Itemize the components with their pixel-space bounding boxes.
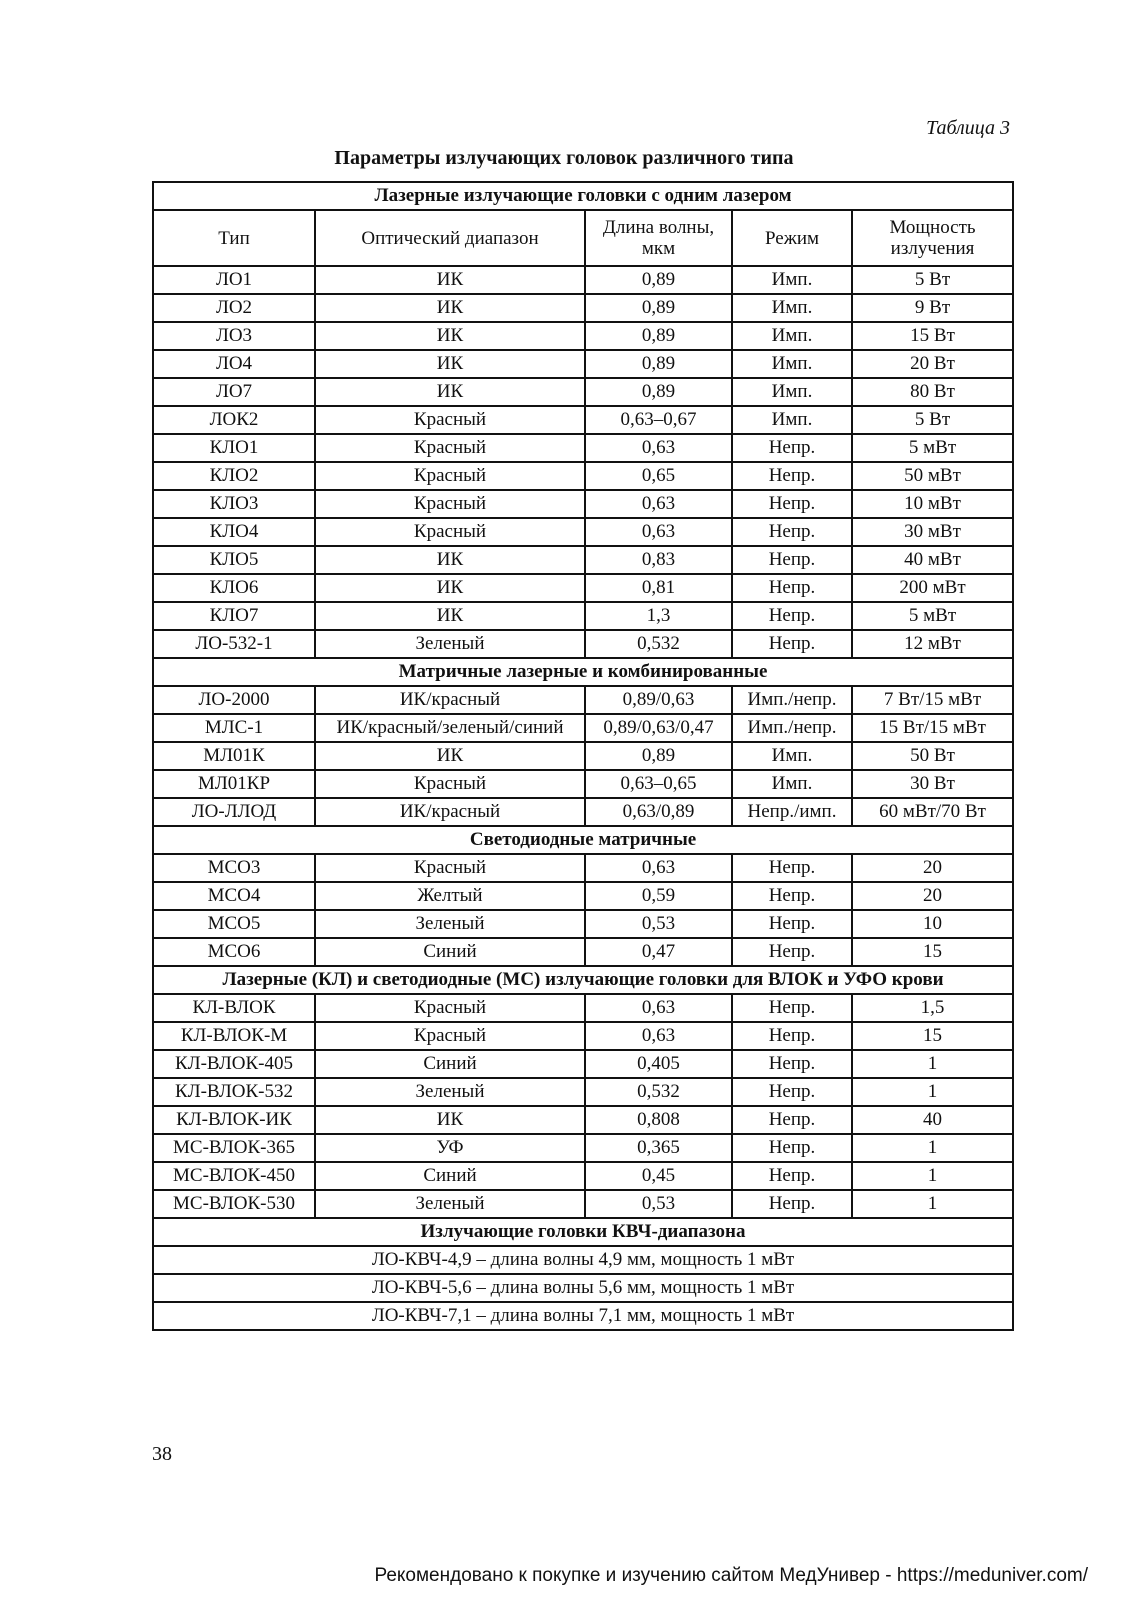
table-cell: 9 Вт (852, 294, 1013, 322)
table-row (153, 490, 1013, 518)
table-cell: 1 (852, 1190, 1013, 1218)
table-cell: ИК (315, 322, 585, 350)
table-cell: ИК (315, 574, 585, 602)
table-cell: ЛО1 (153, 266, 315, 294)
table-cell: 15 (852, 1022, 1013, 1050)
table-cell: Непр. (732, 882, 852, 910)
table-cell: 0,808 (585, 1106, 732, 1134)
table-cell: ЛО-2000 (153, 686, 315, 714)
table-cell: 0,89 (585, 350, 732, 378)
table-cell: КЛ-ВЛОК-ИК (153, 1106, 315, 1134)
table-cell: ИК/красный (315, 798, 585, 826)
table-row (153, 378, 1013, 406)
table-cell: 10 (852, 910, 1013, 938)
table-cell: ИК (315, 546, 585, 574)
table-cell: 0,89/0,63 (585, 686, 732, 714)
table-cell: ЛО-ЛЛОД (153, 798, 315, 826)
table-cell: 0,365 (585, 1134, 732, 1162)
table-cell: Непр. (732, 630, 852, 658)
table-cell: КЛ-ВЛОК-532 (153, 1078, 315, 1106)
table-cell: ЛО-532-1 (153, 630, 315, 658)
table-cell: 15 Вт (852, 322, 1013, 350)
table-cell: Синий (315, 1162, 585, 1190)
table-cell: Имп. (732, 350, 852, 378)
table-cell: Зеленый (315, 1078, 585, 1106)
table-cell: ИК/красный (315, 686, 585, 714)
table-cell: 0,63 (585, 854, 732, 882)
table-row (153, 882, 1013, 910)
column-header: Оптический диапазон (315, 210, 585, 266)
table-cell: Непр. (732, 938, 852, 966)
table-cell: 20 (852, 882, 1013, 910)
section-heading: Матричные лазерные и комбинированные (153, 658, 1013, 686)
table-cell: Непр. (732, 518, 852, 546)
table-cell: ИК (315, 266, 585, 294)
table-cell: МСО5 (153, 910, 315, 938)
table-cell: МЛ01К (153, 742, 315, 770)
column-header-row (153, 210, 1013, 266)
table-cell: Имп. (732, 266, 852, 294)
table-row (153, 854, 1013, 882)
table-row (153, 294, 1013, 322)
table-cell: ЛО7 (153, 378, 315, 406)
section-heading: Лазерные (КЛ) и светодиодные (МС) излучающие головки для ВЛОК и УФО крови (153, 966, 1013, 994)
table-cell: 60 мВт/70 Вт (852, 798, 1013, 826)
table-cell: Красный (315, 1022, 585, 1050)
table-cell: Имп. (732, 378, 852, 406)
table-row (153, 910, 1013, 938)
note-cell: ЛО-КВЧ-5,6 – длина волны 5,6 мм, мощность 1 мВт (153, 1274, 1013, 1302)
table-cell: КЛО1 (153, 434, 315, 462)
table-cell: МЛ01КР (153, 770, 315, 798)
table-cell: 50 мВт (852, 462, 1013, 490)
section-heading-row (153, 1218, 1013, 1246)
table-cell: Синий (315, 1050, 585, 1078)
table-cell: ИК (315, 294, 585, 322)
footer-note: Рекомендовано к покупке и изучению сайтом МедУнивер - https://meduniver.com/ (374, 1565, 1088, 1586)
table-cell: Непр. (732, 574, 852, 602)
note-row (153, 1302, 1013, 1330)
section-heading: Излучающие головки КВЧ-диапазона (153, 1218, 1013, 1246)
section-heading-row (153, 658, 1013, 686)
table-cell: Непр. (732, 602, 852, 630)
note-cell: ЛО-КВЧ-4,9 – длина волны 4,9 мм, мощность 1 мВт (153, 1246, 1013, 1274)
table-cell: 0,89 (585, 322, 732, 350)
table-cell: 30 Вт (852, 770, 1013, 798)
table-row (153, 266, 1013, 294)
section-heading: Светодиодные матричные (153, 826, 1013, 854)
table-cell: КЛ-ВЛОК-405 (153, 1050, 315, 1078)
table-row (153, 1106, 1013, 1134)
column-header: Длина волны, мкм (585, 210, 732, 266)
table-cell: Непр. (732, 1050, 852, 1078)
table-cell: Непр. (732, 1190, 852, 1218)
note-row (153, 1246, 1013, 1274)
table-cell: Красный (315, 490, 585, 518)
table-row (153, 742, 1013, 770)
table-row (153, 938, 1013, 966)
section-heading-row (153, 826, 1013, 854)
table-cell: Непр. (732, 462, 852, 490)
table-cell: 1 (852, 1162, 1013, 1190)
table-cell: Красный (315, 770, 585, 798)
table-cell: 7 Вт/15 мВт (852, 686, 1013, 714)
table-cell: Красный (315, 406, 585, 434)
table-cell: ЛО2 (153, 294, 315, 322)
table-cell: Непр./имп. (732, 798, 852, 826)
table-cell: Зеленый (315, 910, 585, 938)
table-cell: 0,45 (585, 1162, 732, 1190)
table-cell: КЛО2 (153, 462, 315, 490)
table-cell: 0,47 (585, 938, 732, 966)
table-cell: 20 Вт (852, 350, 1013, 378)
table-cell: УФ (315, 1134, 585, 1162)
table-cell: 80 Вт (852, 378, 1013, 406)
table-cell: 0,53 (585, 910, 732, 938)
table-cell: Имп. (732, 742, 852, 770)
table-cell: МС-ВЛОК-530 (153, 1190, 315, 1218)
table-cell: МС-ВЛОК-365 (153, 1134, 315, 1162)
table-row (153, 686, 1013, 714)
table-cell: КЛ-ВЛОК (153, 994, 315, 1022)
table-cell: 0,89 (585, 294, 732, 322)
note-cell: ЛО-КВЧ-7,1 – длина волны 7,1 мм, мощность 1 мВт (153, 1302, 1013, 1330)
table-cell: Красный (315, 518, 585, 546)
table-cell: ЛО4 (153, 350, 315, 378)
table-cell: КЛО3 (153, 490, 315, 518)
page-number: 38 (152, 1443, 172, 1465)
table-row (153, 350, 1013, 378)
table-cell: Красный (315, 434, 585, 462)
table-cell: Непр. (732, 1106, 852, 1134)
table-cell: ИК (315, 378, 585, 406)
table-cell: 0,53 (585, 1190, 732, 1218)
table-cell: Имп. (732, 406, 852, 434)
table-cell: 0,83 (585, 546, 732, 574)
table-row (153, 1162, 1013, 1190)
column-header: Тип (153, 210, 315, 266)
table-cell: 0,81 (585, 574, 732, 602)
table-row (153, 630, 1013, 658)
table-cell: 0,63 (585, 994, 732, 1022)
table-cell: ИК (315, 602, 585, 630)
table-cell: 0,59 (585, 882, 732, 910)
table-cell: 1 (852, 1050, 1013, 1078)
parameters-table (152, 181, 1014, 1331)
table-cell: Имп. (732, 770, 852, 798)
table-cell: 15 Вт/15 мВт (852, 714, 1013, 742)
table-cell: 5 Вт (852, 406, 1013, 434)
table-cell: 0,63 (585, 518, 732, 546)
table-cell: МЛС-1 (153, 714, 315, 742)
table-cell: ИК (315, 350, 585, 378)
table-cell: Имп. (732, 322, 852, 350)
table-cell: 10 мВт (852, 490, 1013, 518)
table-cell: 30 мВт (852, 518, 1013, 546)
table-row (153, 1022, 1013, 1050)
table-cell: Непр. (732, 434, 852, 462)
table-cell: 20 (852, 854, 1013, 882)
table-cell: Непр. (732, 1134, 852, 1162)
table-row (153, 462, 1013, 490)
table-row (153, 1050, 1013, 1078)
table-cell: Синий (315, 938, 585, 966)
table-cell: Непр. (732, 1078, 852, 1106)
table-row (153, 322, 1013, 350)
table-cell: Зеленый (315, 1190, 585, 1218)
table-cell: 1 (852, 1078, 1013, 1106)
table-row (153, 1190, 1013, 1218)
table-cell: 200 мВт (852, 574, 1013, 602)
table-cell: Красный (315, 854, 585, 882)
table-cell: Непр. (732, 490, 852, 518)
table-cell: 50 Вт (852, 742, 1013, 770)
table-caption: Таблица 3 (926, 117, 1010, 139)
table-cell: 0,89 (585, 378, 732, 406)
table-cell: МСО6 (153, 938, 315, 966)
section-heading-row (153, 182, 1013, 210)
table-cell: 0,532 (585, 1078, 732, 1106)
table-cell: 1,5 (852, 994, 1013, 1022)
table-cell: КЛО4 (153, 518, 315, 546)
table-cell: КЛО5 (153, 546, 315, 574)
table-row (153, 574, 1013, 602)
table-cell: 0,63 (585, 434, 732, 462)
table-cell: Непр. (732, 1022, 852, 1050)
table-cell: 1,3 (585, 602, 732, 630)
table-row (153, 770, 1013, 798)
table-cell: Непр. (732, 1162, 852, 1190)
table-row (153, 798, 1013, 826)
table-cell: КЛО6 (153, 574, 315, 602)
table-cell: Желтый (315, 882, 585, 910)
table-row (153, 1078, 1013, 1106)
table-cell: 12 мВт (852, 630, 1013, 658)
table-row (153, 546, 1013, 574)
table-cell: ИК (315, 1106, 585, 1134)
table-cell: Красный (315, 994, 585, 1022)
table-row (153, 714, 1013, 742)
parameters-table-body (153, 182, 1013, 1330)
table-row (153, 434, 1013, 462)
table-cell: 0,63 (585, 490, 732, 518)
section-heading: Лазерные излучающие головки с одним лазером (153, 182, 1013, 210)
table-cell: 15 (852, 938, 1013, 966)
section-heading-row (153, 966, 1013, 994)
table-cell: ЛОК2 (153, 406, 315, 434)
column-header: Режим (732, 210, 852, 266)
table-cell: Имп./непр. (732, 714, 852, 742)
table-cell: 0,63–0,67 (585, 406, 732, 434)
table-cell: 1 (852, 1134, 1013, 1162)
table-cell: Непр. (732, 546, 852, 574)
table-cell: Красный (315, 462, 585, 490)
table-cell: 5 мВт (852, 602, 1013, 630)
table-cell: Непр. (732, 910, 852, 938)
table-cell: 5 мВт (852, 434, 1013, 462)
table-cell: 0,63–0,65 (585, 770, 732, 798)
table-cell: КЛ-ВЛОК-М (153, 1022, 315, 1050)
table-cell: 40 (852, 1106, 1013, 1134)
table-cell: ЛО3 (153, 322, 315, 350)
table-row (153, 1134, 1013, 1162)
table-cell: Непр. (732, 854, 852, 882)
table-row (153, 518, 1013, 546)
table-cell: Непр. (732, 994, 852, 1022)
table-cell: ИК (315, 742, 585, 770)
table-cell: 0,89 (585, 742, 732, 770)
table-cell: 0,89 (585, 266, 732, 294)
note-row (153, 1274, 1013, 1302)
table-row (153, 602, 1013, 630)
table-cell: Зеленый (315, 630, 585, 658)
table-cell: Имп. (732, 294, 852, 322)
table-title: Параметры излучающих головок различного типа (334, 147, 794, 169)
table-cell: МСО3 (153, 854, 315, 882)
table-cell: 0,89/0,63/0,47 (585, 714, 732, 742)
table-row (153, 406, 1013, 434)
column-header: Мощность излучения (852, 210, 1013, 266)
table-row (153, 994, 1013, 1022)
table-cell: 0,532 (585, 630, 732, 658)
table-cell: МСО4 (153, 882, 315, 910)
table-cell: 40 мВт (852, 546, 1013, 574)
table-cell: 0,63 (585, 1022, 732, 1050)
table-cell: 0,63/0,89 (585, 798, 732, 826)
table-cell: МС-ВЛОК-450 (153, 1162, 315, 1190)
table-cell: 0,405 (585, 1050, 732, 1078)
table-cell: 5 Вт (852, 266, 1013, 294)
table-cell: 0,65 (585, 462, 732, 490)
table-cell: КЛО7 (153, 602, 315, 630)
table-cell: Имп./непр. (732, 686, 852, 714)
table-cell: ИК/красный/зеленый/синий (315, 714, 585, 742)
